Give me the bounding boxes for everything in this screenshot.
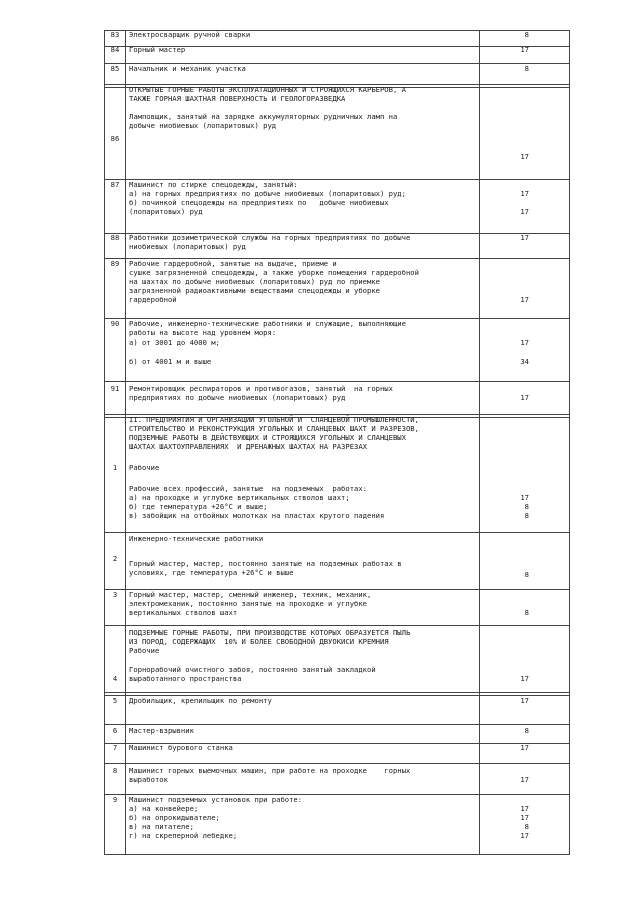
row-number: 86 — [110, 134, 120, 143]
description-line: ИЗ ПОРОД, СОДЕРЖАЩИХ 10% И БОЛЕЕ СВОБОДНОЙ ДВУОКИСИ КРЕМНИЯ — [129, 637, 389, 646]
value: 17 — [520, 743, 529, 752]
description-line: ТАКЖЕ ГОРНАЯ ШАХТНАЯ ПОВЕРХНОСТЬ И ГЕОЛОГОРАЗВЕДКА — [129, 94, 346, 103]
table-row — [104, 533, 570, 590]
row-number-cell — [105, 64, 126, 84]
row-number: 4 — [112, 674, 118, 683]
description-line: Начальник и механик участка — [129, 64, 246, 73]
value-cell — [481, 725, 569, 744]
value: 8 — [524, 64, 529, 73]
row-number-cell — [105, 47, 126, 63]
table-row — [104, 590, 570, 626]
value-cell — [481, 626, 569, 693]
value: 8 — [524, 511, 529, 520]
description-line: в) на питателе; — [129, 822, 194, 831]
row-number: 87 — [110, 180, 120, 189]
description-line: Машинист горных выемочных машин, при работе на проходке горных — [129, 766, 411, 775]
description-line: Горный мастер — [129, 45, 186, 54]
value-cell — [481, 415, 569, 533]
description-line: Машинист бурового станка — [129, 743, 233, 752]
value: 17 — [520, 152, 529, 161]
description-line: ниобиевых (лопаритовых) руд — [129, 242, 246, 251]
row-number: 88 — [110, 233, 120, 242]
row-number-cell — [105, 319, 126, 381]
column-divider — [479, 47, 480, 63]
description-line: на шахтах по добыче ниобиевых (лопаритовых) руд по приемке — [129, 277, 380, 286]
row-number: 7 — [112, 743, 118, 752]
value: 17 — [520, 804, 529, 813]
row-number-cell — [105, 31, 126, 46]
column-divider — [479, 590, 480, 625]
description-line: ПОДЗЕМНЫЕ РАБОТЫ В ДЕЙСТВУЮЩИХ И СТРОЯЩИХСЯ УГОЛЬНЫХ И СЛАНЦЕВЫХ — [129, 433, 406, 442]
description-line: б) от 4001 м и выше — [129, 357, 212, 366]
value: 8 — [524, 608, 529, 617]
value-cell — [481, 234, 569, 259]
table-row — [104, 626, 570, 693]
description-line: Электросварщик ручной сварки — [129, 30, 251, 39]
value-cell — [481, 533, 569, 590]
description-line: гардеробной — [129, 295, 177, 304]
row-number-cell — [105, 85, 126, 179]
column-divider — [479, 319, 480, 381]
row-number-cell — [105, 795, 126, 854]
value: 17 — [520, 45, 529, 54]
description-line: Рабочие — [129, 463, 160, 472]
value-cell — [481, 180, 569, 234]
value: 17 — [520, 189, 529, 198]
table-row — [104, 725, 570, 744]
description-line: Ламповщик, занятый на зарядке аккумуляторных рудничных ламп на — [129, 112, 398, 121]
row-number-cell — [105, 180, 126, 233]
value: 8 — [524, 726, 529, 735]
column-divider — [479, 31, 480, 46]
value: 8 — [524, 822, 529, 831]
description-line: условиях, где температура +26°С и выше — [129, 568, 294, 577]
description-line: Рабочие гардеробной, занятые на выдаче, приеме и — [129, 259, 337, 268]
row-number: 85 — [110, 64, 120, 73]
row-number: 6 — [112, 726, 118, 735]
row-number-cell — [105, 693, 126, 724]
value: 17 — [520, 207, 529, 216]
description-line: а) на проходке и углубке вертикальных стволов шахт; — [129, 493, 350, 502]
description-line: ШАХТАХ ШАХТОУПРАВЛЕНИЯХ И ДРЕНАЖНЫХ ШАХТАХ НА РАЗРЕЗАХ — [129, 442, 367, 451]
description-line: б) на опрокидывателе; — [129, 813, 220, 822]
description-line: Машинист по стирке спецодежды, занятый: — [129, 180, 298, 189]
row-number: 2 — [112, 554, 118, 563]
value-cell — [481, 259, 569, 319]
column-divider — [479, 725, 480, 743]
value-cell — [481, 47, 569, 64]
description-line: СТРОИТЕЛЬСТВО И РЕКОНСТРУКЦИЯ УГОЛЬНЫХ И СЛАНЦЕВЫХ ШАХТ И РАЗРЕЗОВ, — [129, 424, 419, 433]
column-divider — [479, 259, 480, 318]
row-number: 90 — [110, 319, 120, 328]
row-number-cell — [105, 415, 126, 532]
value-cell — [481, 744, 569, 764]
column-divider — [479, 415, 480, 532]
description-line: а) на конвейере; — [129, 804, 199, 813]
row-number: 5 — [112, 696, 118, 705]
description-line: Рабочие всех профессий, занятые на подземных работах: — [129, 484, 367, 493]
table-row — [104, 795, 570, 855]
description-line: Мастер-взрывник — [129, 726, 194, 735]
table-row — [104, 415, 570, 533]
value: 17 — [520, 493, 529, 502]
value-cell — [481, 85, 569, 180]
description-line: Горнорабочий очистного забоя, постоянно занятый закладкой — [129, 665, 376, 674]
table-row — [104, 259, 570, 319]
description-line: Горный мастер, мастер, сменный инженер, техник, механик, — [129, 590, 372, 599]
value-cell — [481, 319, 569, 382]
value: 17 — [520, 393, 529, 402]
value: 17 — [520, 696, 529, 705]
column-divider — [479, 64, 480, 84]
column-divider — [479, 85, 480, 179]
value: 8 — [524, 30, 529, 39]
value: 17 — [520, 831, 529, 840]
table-row — [104, 744, 570, 764]
description-line: в) забойщик на отбойных молотках на пластах крутого падения — [129, 511, 385, 520]
value: 8 — [524, 502, 529, 511]
description-line: предприятиях по добыче ниобиевых (лопаритовых) руд — [129, 393, 346, 402]
row-number-cell — [105, 259, 126, 318]
row-number: 84 — [110, 45, 120, 54]
description-line: электромеханик, постоянно занятые на проходке и углубке — [129, 599, 367, 608]
description-line: Рабочие, инженерно-технические работники и служащие, выполняющие — [129, 319, 406, 328]
row-number-cell — [105, 533, 126, 589]
table-row — [104, 382, 570, 415]
description-line: Работники дозиметрической службы на горных предприятиях по добыче — [129, 233, 411, 242]
description-line: б) где температура +26°С и выше; — [129, 502, 268, 511]
description-line: вертикальных стволов шахт — [129, 608, 238, 617]
table-row — [104, 319, 570, 382]
value: 17 — [520, 233, 529, 242]
row-number: 1 — [112, 463, 118, 472]
column-divider — [479, 382, 480, 414]
table-row — [104, 85, 570, 180]
description-line: добыче ниобиевых (лопаритовых) руд — [129, 121, 277, 130]
description-line: г) на скреперной лебедке; — [129, 831, 238, 840]
table-row — [104, 180, 570, 234]
value: 17 — [520, 338, 529, 347]
row-number: 9 — [112, 795, 118, 804]
description-line: Ремонтировщик респираторов и противогазов, занятый на горных — [129, 384, 393, 393]
description-line: ОТКРЫТЫЕ ГОРНЫЕ РАБОТЫ ЭКСПЛУАТАЦИОННЫХ И СТРОЯЩИХСЯ КАРЬЕРОВ, А — [129, 85, 406, 94]
description-line: загрязненной радиоактивными веществами спецодежды и уборке — [129, 286, 380, 295]
row-number-cell — [105, 382, 126, 414]
description-line: работы на высоте над уровнем моря: — [129, 328, 277, 337]
table-row — [104, 764, 570, 795]
value: 8 — [524, 570, 529, 579]
column-divider — [479, 180, 480, 233]
description-line: (лопаритовых) руд — [129, 207, 203, 216]
table-row — [104, 234, 570, 259]
column-divider — [479, 764, 480, 794]
value-cell — [481, 693, 569, 725]
row-number: 8 — [112, 766, 118, 775]
value-cell — [481, 590, 569, 626]
row-number-cell — [105, 744, 126, 763]
value-cell — [481, 795, 569, 855]
column-divider — [479, 234, 480, 258]
row-number-cell — [105, 764, 126, 794]
row-number-cell — [105, 590, 126, 625]
column-divider — [479, 533, 480, 589]
description-line: б) починкой спецодежды на предприятиях по добыче ниобиевых — [129, 198, 389, 207]
description-line: II. ПРЕДПРИЯТИЯ И ОРГАНИЗАЦИИ УГОЛЬНОЙ И СЛАНЦЕВОЙ ПРОМЫШЛЕННОСТИ, — [129, 415, 419, 424]
description-line: Рабочие — [129, 646, 160, 655]
column-divider — [479, 693, 480, 724]
column-divider — [479, 795, 480, 854]
value-cell — [481, 382, 569, 415]
value: 17 — [520, 813, 529, 822]
value: 17 — [520, 775, 529, 784]
value-cell — [481, 64, 569, 85]
row-number: 3 — [112, 590, 118, 599]
value: 17 — [520, 295, 529, 304]
description-line: а) от 3001 до 4000 м; — [129, 338, 220, 347]
row-number-cell — [105, 725, 126, 743]
table-row — [104, 47, 570, 64]
description-line: ПОДЗЕМНЫЕ ГОРНЫЕ РАБОТЫ, ПРИ ПРОИЗВОДСТВЕ КОТОРЫХ ОБРАЗУЕТСЯ ПЫЛЬ — [129, 628, 411, 637]
table-row — [104, 693, 570, 725]
description-line: выработанного пространства — [129, 674, 242, 683]
table-row — [104, 64, 570, 85]
value: 34 — [520, 357, 529, 366]
description-line: Инженерно-технические работники — [129, 534, 264, 543]
value: 17 — [520, 674, 529, 683]
column-divider — [479, 744, 480, 763]
value-cell — [481, 764, 569, 795]
description-line: выработок — [129, 775, 168, 784]
description-line: а) на горных предприятиях по добыче ниобиевых (лопаритовых) руд; — [129, 189, 406, 198]
description-line: Дробильщик, крепильщик по ремонту — [129, 696, 272, 705]
description-line: сушке загрязненной спецодежды, а также уборке помещения гардеробной — [129, 268, 419, 277]
column-divider — [479, 626, 480, 692]
row-number: 83 — [110, 30, 120, 39]
description-line: Машинист подземных установок при работе: — [129, 795, 303, 804]
row-number-cell — [105, 234, 126, 258]
row-number: 91 — [110, 384, 120, 393]
row-number: 89 — [110, 259, 120, 268]
row-number-cell — [105, 626, 126, 692]
description-line: Горный мастер, мастер, постоянно занятые на подземных работах в — [129, 559, 402, 568]
